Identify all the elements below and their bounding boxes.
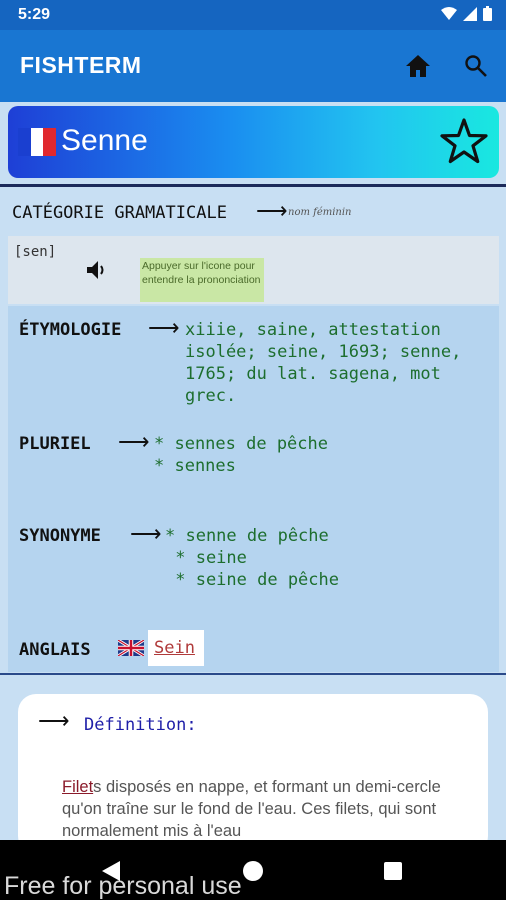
app-title: FISHTERM	[20, 52, 142, 78]
status-bar	[0, 0, 506, 30]
divider-top	[0, 184, 506, 187]
english-translation: Sein	[154, 638, 195, 658]
signal-icon	[463, 7, 477, 21]
term-title: Senne	[61, 124, 148, 157]
uk-flag-icon	[118, 640, 144, 656]
definition-heading: Définition:	[84, 715, 197, 735]
star-icon	[438, 116, 490, 168]
arrow-icon: ⟶	[256, 198, 288, 223]
home-nav-icon[interactable]	[243, 861, 263, 881]
definition-text	[62, 776, 462, 842]
definition-body: s disposés en nappe, et formant un demi-cercle qu'on traîne sur le fond de l'eau. Ces filets, qui sont normalement mis à l'eau	[62, 778, 441, 840]
recents-icon[interactable]	[384, 862, 402, 880]
search-icon	[464, 54, 488, 78]
status-icons	[441, 6, 492, 21]
arrow-icon: ⟶	[148, 315, 180, 340]
favorite-button[interactable]	[438, 116, 490, 168]
synonym-text: * senne de pêche * seine * seine de pêche	[165, 526, 339, 590]
etymology-label: ÉTYMOLOGIE	[19, 320, 122, 340]
arrow-icon: ⟶	[118, 429, 150, 454]
english-label: ANGLAIS	[19, 640, 91, 660]
english-row	[19, 630, 319, 668]
wifi-icon	[441, 7, 457, 21]
battery-icon	[483, 6, 492, 21]
search-button[interactable]	[458, 50, 494, 82]
etymology-text: xiiie, saine, attestation isolée; seine, 1693; senne, 1765; du lat. sagena, mot grec.	[185, 320, 462, 406]
synonym-label: SYNONYME	[19, 526, 101, 546]
category-label: CATÉGORIE GRAMATICALE	[12, 203, 227, 223]
plural-label: PLURIEL	[19, 434, 91, 454]
france-flag-icon	[18, 128, 56, 156]
watermark: Free for personal use	[4, 872, 242, 900]
pronunciation-hint: Appuyer sur l'icone pour entendre la prononciation	[140, 258, 264, 302]
home-button[interactable]	[400, 50, 436, 82]
definition-card	[18, 694, 488, 854]
category-value: nom féminin	[288, 207, 352, 218]
app-bar	[0, 30, 506, 102]
arrow-icon: ⟶	[130, 521, 162, 546]
english-translation-link[interactable]	[148, 630, 204, 666]
phonetic-text: [sen]	[14, 244, 57, 260]
speaker-icon	[84, 258, 108, 282]
arrow-icon: ⟶	[38, 708, 70, 733]
plural-text: * sennes de pêche * sennes	[154, 434, 328, 476]
details-panel	[8, 306, 499, 672]
pronunciation-box	[8, 236, 499, 304]
divider-bottom	[0, 673, 506, 675]
definition-link[interactable]: Filet	[62, 778, 94, 796]
play-pronunciation-button[interactable]	[84, 258, 108, 282]
status-time: 5:29	[18, 6, 51, 23]
category-row	[12, 200, 498, 230]
home-icon	[405, 54, 431, 78]
term-banner	[8, 106, 499, 178]
